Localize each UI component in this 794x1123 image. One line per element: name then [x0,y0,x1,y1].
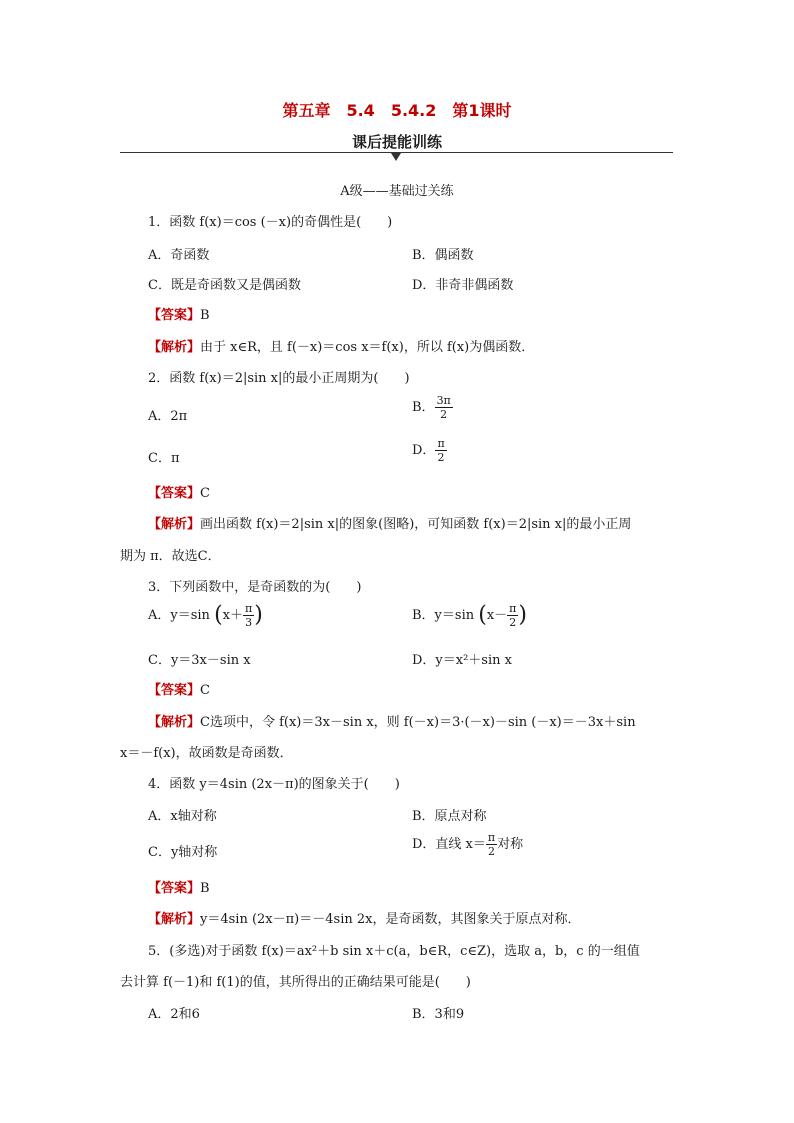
q5-option-b: B．3和9 [412,1007,465,1022]
fraction-numerator: π [509,602,517,615]
option-expr: x－ [486,608,508,623]
q2-option-b [412,394,453,421]
fraction [243,602,254,629]
fraction-numerator: 3π [436,394,451,407]
q2-analysis-line1 [148,513,631,532]
analysis-text: 画出函数 f(x)＝2|sin x|的图象(图略)，可知函数 f(x)＝2|sin x|的最小正周 [200,517,632,532]
fraction-denominator: 3 [245,616,253,629]
paren-right: ) [254,602,263,628]
analysis-text: C选项中，令 f(x)＝3x－sin x，则 f(－x)＝3·(－x)－sin (－x)＝－3x＋sin [200,715,636,730]
q1-stem: 1．函数 f(x)＝cos (－x)的奇偶性是( ) [148,215,393,230]
q3-option-d: D．y＝x²＋sin x [412,653,512,668]
q4-option-d [412,831,523,858]
paren-right: ) [518,602,527,628]
answer-tag: 【答案】 [148,486,201,501]
q1-answer [148,304,210,323]
q1-option-b: B．偶函数 [412,248,474,263]
fraction [435,437,446,464]
q1-option-c: C．既是奇函数又是偶函数 [148,278,301,293]
option-label: D． [412,443,436,458]
q4-option-b: B．原点对称 [412,809,487,824]
q3-option-c: C．y＝3x－sin x [148,653,251,668]
fraction-denominator: 2 [437,451,445,464]
option-suffix: 对称 [497,837,524,852]
answer-value: C [200,683,210,698]
fraction [507,602,518,629]
q3-analysis-line1 [148,711,636,730]
q3-option-a [148,602,263,629]
q2-option-d [412,437,447,464]
q4-stem: 4．函数 y＝4sin (2x－π)的图象关于( ) [148,777,400,792]
q3-analysis-line2: x＝－f(x)，故函数是奇函数． [120,746,293,761]
q2-answer [148,482,210,501]
q4-option-a: A．x轴对称 [148,809,217,824]
answer-value: B [200,308,210,323]
q5-stem-line1: 5．(多选)对于函数 f(x)＝ax²＋b sin x＋c(a，b∈R，c∈Z)，选取 a，b，c 的一组值 [148,944,640,959]
option-label: B．y＝sin [412,608,479,623]
q2-stem: 2．函数 f(x)＝2|sin x|的最小正周期为( ) [148,371,410,386]
q1-analysis [148,336,534,355]
answer-value: C [200,486,210,501]
analysis-tag: 【解析】 [148,715,201,730]
page-title: 第五章 5.4 5.4.2 第1课时 [282,101,512,120]
section-level: A级——基础过关练 [340,184,454,199]
q4-option-c: C．y轴对称 [148,845,218,860]
answer-tag: 【答案】 [148,308,201,323]
page-subtitle: 课后提能训练 [351,133,442,151]
triangle-marker-icon [391,153,401,161]
option-expr: x＋ [222,608,244,623]
fraction-denominator: 2 [440,408,448,421]
q4-answer [148,877,210,896]
answer-tag: 【答案】 [148,881,201,896]
q3-option-b [412,602,527,629]
q4-analysis [148,908,580,927]
paren-left: ( [478,602,487,628]
fraction-denominator: 2 [509,616,517,629]
q3-stem: 3．下列函数中，是奇函数的为( ) [148,580,362,595]
q2-analysis-line2: 期为 π．故选C． [120,549,221,564]
fraction-numerator: π [487,831,496,844]
analysis-tag: 【解析】 [148,340,201,355]
q2-option-a: A．2π [148,409,188,424]
fraction-numerator: π [245,602,253,615]
q5-option-a: A．2和6 [148,1007,200,1022]
analysis-text: y＝4sin (2x－π)＝－4sin 2x，是奇函数，其图象关于原点对称． [200,912,581,927]
q3-answer [148,679,210,698]
q2-option-c: C．π [148,451,180,466]
fraction [486,831,497,858]
analysis-text: 由于 x∈R，且 f(－x)＝cos x＝f(x)，所以 f(x)为偶函数． [200,340,535,355]
answer-value: B [200,881,210,896]
q5-stem-line2: 去计算 f(－1)和 f(1)的值，其所得出的正确结果可能是( ) [120,975,471,990]
q1-option-d: D．非奇非偶函数 [412,278,514,293]
q1-option-a: A．奇函数 [148,248,210,263]
answer-tag: 【答案】 [148,683,201,698]
fraction-denominator: 2 [488,845,495,858]
fraction-numerator: π [437,437,445,450]
option-label: D．直线 x＝ [412,837,486,852]
paren-left: ( [214,602,223,628]
option-label: A．y＝sin [148,608,215,623]
analysis-tag: 【解析】 [148,912,201,927]
analysis-tag: 【解析】 [148,517,201,532]
fraction [435,394,453,421]
option-label: B． [412,400,435,415]
